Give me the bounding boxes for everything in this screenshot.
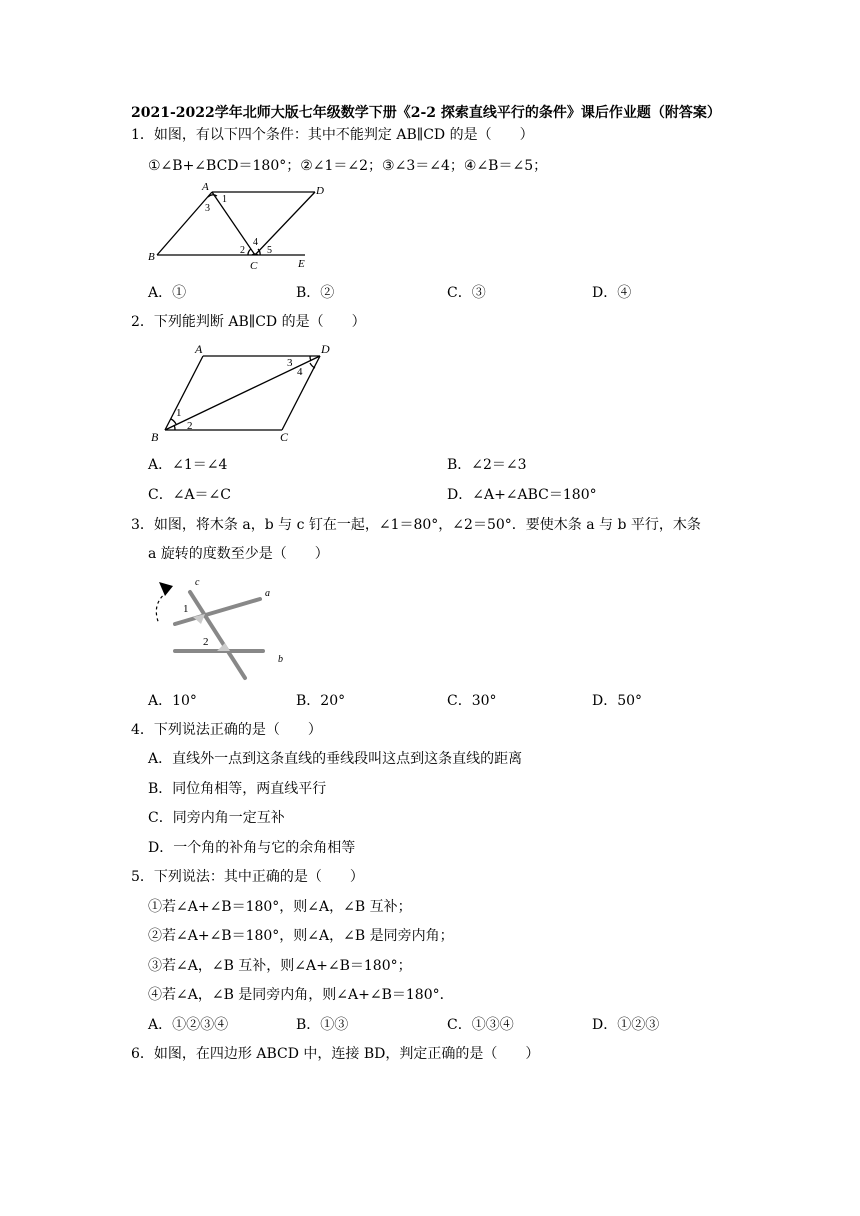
q1-option-a: A．①	[148, 285, 187, 301]
q3-label-b: b	[278, 654, 283, 665]
q1-angle-5: 5	[267, 245, 272, 256]
q3-label-c: c	[195, 577, 200, 588]
q2-label-D: D	[321, 342, 330, 356]
q1-label-D: D	[316, 185, 324, 197]
q5-option-c: C．①③④	[447, 1017, 514, 1033]
q2-label-B: B	[151, 430, 159, 444]
q3-label-a: a	[265, 588, 270, 599]
q2-figure	[145, 338, 345, 448]
q5-statement-2: ②若∠A+∠B＝180°，则∠A，∠B 是同旁内角；	[148, 928, 454, 944]
q1-figure	[140, 180, 340, 280]
q3-option-c: C．30°	[447, 693, 497, 709]
q2-option-b: B．∠2＝∠3	[447, 457, 527, 473]
q3-option-b: B．20°	[296, 693, 346, 709]
q4-option-d: D．一个角的补角与它的余角相等	[148, 840, 356, 856]
q5-option-b: B．①③	[296, 1017, 349, 1033]
q5-statement-1: ①若∠A+∠B＝180°，则∠A，∠B 互补；	[148, 899, 412, 915]
q3-stem-line2: a 旋转的度数至少是（ ）	[148, 546, 329, 562]
q1-option-c: C．③	[447, 285, 486, 301]
q4-stem: 4．下列说法正确的是（ ）	[131, 722, 322, 738]
q1-angle-3: 3	[205, 203, 210, 214]
q1-conditions: ①∠B+∠BCD＝180°；②∠1＝∠2；③∠3＝∠4；④∠B＝∠5；	[148, 158, 548, 174]
q2-angle-2: 2	[187, 420, 193, 432]
q2-angle-3: 3	[287, 357, 293, 369]
q4-option-a: A．直线外一点到这条直线的垂线段叫这点到这条直线的距离	[148, 751, 523, 767]
q4-option-c: C．同旁内角一定互补	[148, 810, 285, 826]
q1-angle-1: 1	[222, 194, 227, 205]
q2-angle-1: 1	[176, 407, 182, 419]
q3-option-d: D．50°	[592, 693, 643, 709]
q5-statement-4: ④若∠A，∠B 是同旁内角，则∠A+∠B＝180°．	[148, 987, 454, 1003]
q5-stem: 5．下列说法：其中正确的是（ ）	[131, 869, 364, 885]
q3-stem-line1: 3．如图，将木条 a，b 与 c 钉在一起，∠1＝80°，∠2＝50°．要使木条 a 与 b 平行，木条	[131, 517, 701, 533]
q3-figure	[145, 572, 305, 687]
q5-option-a: A．①②③④	[148, 1017, 229, 1033]
q2-stem: 2．下列能判断 AB∥CD 的是（ ）	[131, 314, 366, 330]
q2-label-C: C	[280, 430, 289, 444]
q3-option-a: A．10°	[148, 693, 197, 709]
q1-label-E: E	[298, 258, 305, 270]
q4-option-b: B．同位角相等，两直线平行	[148, 781, 327, 797]
q5-option-d: D．①②③	[592, 1017, 660, 1033]
q6-stem: 6．如图，在四边形 ABCD 中，连接 BD，判定正确的是（ ）	[131, 1046, 540, 1062]
q2-angle-4: 4	[297, 366, 303, 378]
q1-angle-2: 2	[240, 245, 245, 256]
q3-angle-1: 1	[183, 603, 189, 615]
document-title: 2021-2022学年北师大版七年级数学下册《2-2 探索直线平行的条件》课后作业题（附答案）	[131, 105, 721, 121]
q1-label-C: C	[250, 260, 258, 272]
q1-stem: 1．如图，有以下四个条件：其中不能判定 AB∥CD 的是（ ）	[131, 127, 534, 143]
q1-label-A: A	[202, 181, 209, 193]
q1-angle-4: 4	[253, 237, 258, 248]
q3-angle-2: 2	[203, 636, 209, 648]
q5-statement-3: ③若∠A，∠B 互补，则∠A+∠B＝180°；	[148, 958, 412, 974]
q2-label-A: A	[195, 342, 203, 356]
q2-option-a: A．∠1＝∠4	[148, 457, 228, 473]
q1-option-d: D．④	[592, 285, 632, 301]
q2-option-d: D．∠A+∠ABC＝180°	[447, 487, 597, 503]
q2-option-c: C．∠A＝∠C	[148, 487, 231, 503]
q1-label-B: B	[148, 251, 155, 263]
q1-option-b: B．②	[296, 285, 335, 301]
